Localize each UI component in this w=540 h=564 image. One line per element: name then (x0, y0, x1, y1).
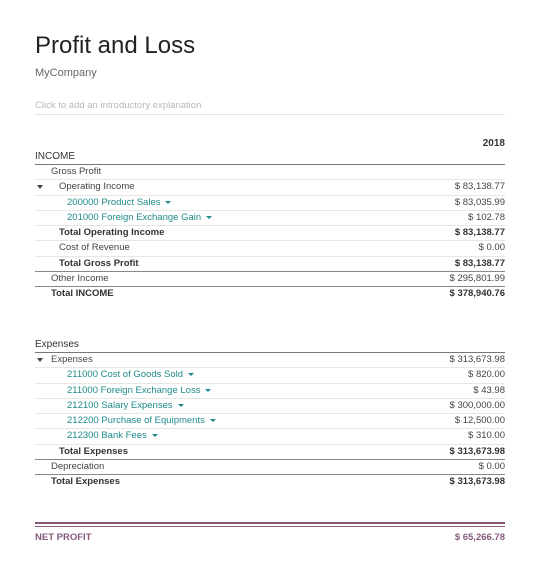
cost-of-revenue-row (35, 241, 505, 256)
account-label: 200000 Product Sales (67, 196, 161, 208)
dropdown-caret-icon[interactable] (210, 419, 216, 422)
intro-explanation-field[interactable]: Click to add an introductory explanation (35, 100, 505, 115)
total-income-amount: $ 378,940.76 (449, 288, 505, 300)
account-row[interactable] (35, 211, 505, 226)
account-link[interactable] (67, 368, 194, 382)
operating-income-row[interactable] (35, 180, 505, 195)
account-label: 211000 Cost of Goods Sold (67, 369, 184, 381)
total-operating-income-amount: $ 83,138.77 (454, 227, 505, 239)
total-expenses-label: Total Expenses (51, 476, 120, 488)
account-link[interactable] (67, 429, 158, 443)
total-expenses-amount: $ 313,673.98 (449, 476, 505, 488)
other-income-row (35, 272, 505, 287)
total-operating-income-row (35, 226, 505, 241)
account-amount: $ 102.78 (468, 211, 505, 223)
account-link[interactable] (67, 196, 171, 210)
account-row[interactable] (35, 384, 505, 399)
total-expenses-row (35, 475, 505, 489)
depreciation-label: Depreciation (51, 461, 105, 473)
account-amount: $ 820.00 (468, 369, 505, 381)
account-label: 212300 Bank Fees (67, 430, 147, 442)
collapse-caret-icon[interactable] (37, 358, 43, 362)
expenses-section (35, 338, 505, 490)
depreciation-row (35, 460, 505, 475)
double-rule-divider (35, 526, 505, 527)
page-title: Profit and Loss (35, 32, 196, 59)
other-income-label: Other Income (51, 273, 109, 285)
total-gross-profit-amount: $ 83,138.77 (454, 257, 505, 269)
account-row[interactable] (35, 399, 505, 414)
account-row[interactable] (35, 414, 505, 429)
dropdown-caret-icon[interactable] (152, 434, 158, 437)
total-expenses-group-amount: $ 313,673.98 (449, 445, 505, 457)
dropdown-caret-icon[interactable] (188, 373, 194, 376)
dropdown-caret-icon[interactable] (205, 389, 211, 392)
account-amount: $ 300,000.00 (449, 399, 505, 411)
expenses-group-label: Expenses (51, 354, 93, 365)
account-row[interactable] (35, 196, 505, 211)
account-label: 211000 Foreign Exchange Loss (67, 384, 201, 396)
expenses-group-row[interactable] (35, 353, 505, 368)
depreciation-amount: $ 0.00 (478, 461, 505, 473)
total-expenses-group-row (35, 445, 505, 460)
expenses-heading: Expenses (35, 338, 505, 353)
account-amount: $ 310.00 (468, 430, 505, 442)
cost-of-revenue-label: Cost of Revenue (59, 242, 130, 254)
column-header-year: 2018 (482, 138, 505, 149)
dropdown-caret-icon[interactable] (206, 216, 212, 219)
account-row[interactable] (35, 429, 505, 444)
total-expenses-group-label: Total Expenses (59, 445, 128, 457)
other-income-amount: $ 295,801.99 (449, 273, 505, 285)
dropdown-caret-icon[interactable] (165, 201, 171, 204)
account-row[interactable] (35, 368, 505, 383)
total-income-label: Total INCOME (51, 288, 114, 300)
income-heading: INCOME (35, 150, 505, 165)
dropdown-caret-icon[interactable] (178, 404, 184, 407)
account-link[interactable] (67, 384, 211, 398)
income-section (35, 150, 505, 302)
net-profit-label: NET PROFIT (35, 532, 92, 543)
operating-income-label: Operating Income (59, 181, 135, 193)
total-income-row (35, 287, 505, 301)
account-amount: $ 43.98 (473, 384, 505, 396)
total-operating-income-label: Total Operating Income (59, 227, 165, 239)
account-link[interactable] (67, 399, 184, 413)
account-amount: $ 12,500.00 (454, 415, 505, 427)
collapse-caret-icon[interactable] (37, 185, 43, 189)
cost-of-revenue-amount: $ 0.00 (478, 242, 505, 254)
account-label: 212200 Purchase of Equipments (67, 415, 205, 427)
account-amount: $ 83,035.99 (454, 196, 505, 208)
company-name: MyCompany (35, 67, 97, 79)
gross-profit-label: Gross Profit (51, 166, 102, 177)
account-label: 212100 Salary Expenses (67, 399, 173, 411)
gross-profit-row (35, 165, 505, 180)
net-profit-row (35, 522, 505, 544)
total-gross-profit-label: Total Gross Profit (59, 257, 139, 269)
expenses-group-amount: $ 313,673.98 (449, 354, 505, 365)
total-gross-profit-row (35, 257, 505, 272)
operating-income-amount: $ 83,138.77 (454, 181, 505, 193)
net-profit-amount: $ 65,266.78 (454, 532, 505, 543)
account-label: 201000 Foreign Exchange Gain (67, 211, 202, 223)
account-link[interactable] (67, 414, 216, 428)
account-link[interactable] (67, 211, 212, 225)
